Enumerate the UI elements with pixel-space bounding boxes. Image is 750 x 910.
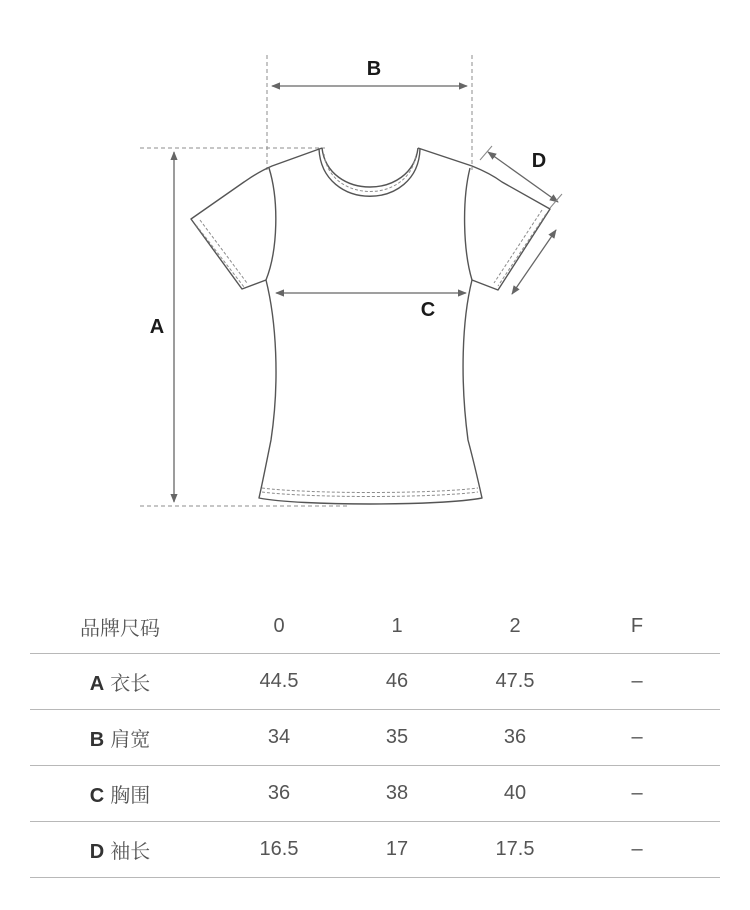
table-cell: 38 (385, 782, 409, 804)
table-cell: – (631, 726, 643, 748)
guide-lines (140, 55, 472, 506)
tshirt-outline (191, 148, 550, 504)
table-cell: 35 (385, 726, 409, 748)
table-row (30, 822, 720, 878)
label-b: B (366, 58, 382, 80)
row-name: 肩宽 (110, 729, 151, 751)
row-name: 衣长 (110, 673, 151, 695)
row-letter: B (89, 729, 105, 751)
table-row (30, 654, 720, 710)
row-letter: A (89, 673, 105, 695)
row-letter: D (89, 841, 105, 863)
table-cell: 36 (267, 782, 291, 804)
row-label (30, 835, 210, 864)
row-label (30, 723, 210, 752)
row-label (30, 779, 210, 808)
table-cell: 44.5 (259, 670, 299, 692)
header-size-1: 1 (391, 615, 403, 637)
row-name: 袖长 (110, 841, 151, 863)
label-d: D (531, 150, 547, 172)
table-row (30, 766, 720, 822)
table-cell: 17.5 (495, 838, 535, 860)
size-table (30, 600, 720, 878)
row-name: 胸围 (110, 785, 151, 807)
row-label (30, 667, 210, 696)
table-cell: – (631, 838, 643, 860)
table-cell: 46 (385, 670, 409, 692)
header-size-f: F (630, 615, 644, 637)
table-cell: 36 (503, 726, 527, 748)
row-letter: C (89, 785, 105, 807)
table-cell: 34 (267, 726, 291, 748)
table-cell: 40 (503, 782, 527, 804)
table-cell: 17 (385, 838, 409, 860)
header-size-0: 0 (273, 615, 285, 637)
label-c: C (420, 299, 436, 321)
header-brand-size: 品牌尺码 (80, 618, 160, 640)
table-cell: – (631, 782, 643, 804)
table-cell: 16.5 (259, 838, 299, 860)
header-size-2: 2 (509, 615, 521, 637)
stitch-lines (196, 154, 546, 497)
table-cell: – (631, 670, 643, 692)
table-cell: 47.5 (495, 670, 535, 692)
table-row (30, 710, 720, 766)
size-table-header (30, 600, 720, 654)
label-a: A (149, 316, 165, 338)
